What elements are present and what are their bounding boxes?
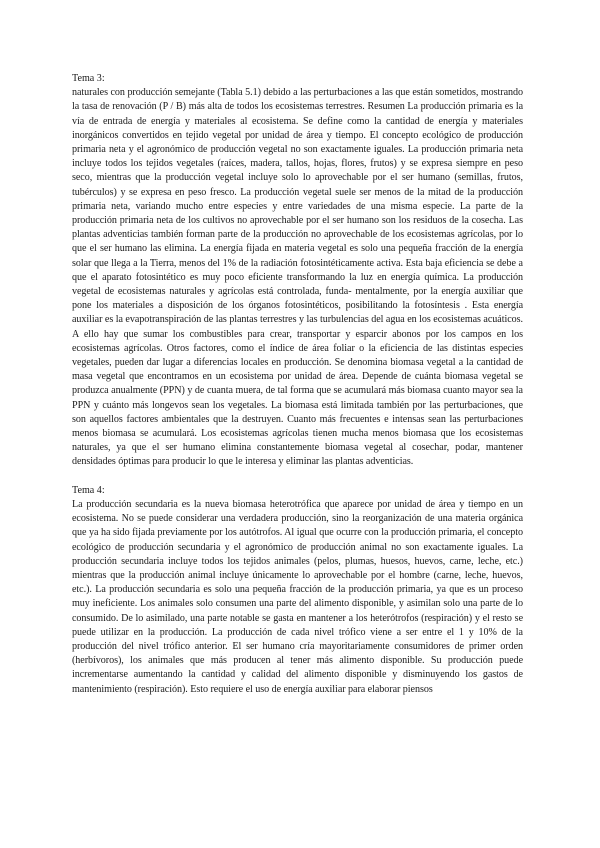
section-body: naturales con producción semejante (Tabla 5.1) debido a las perturbaciones a las que están sometidos, mostrando la tasa de renovación (P / B) más alta de todos los ecosistemas terrestres. Resumen La producción primaria es la vía de entrada de energía y materiales al ecosistema. Se define como la cantidad de energía y materiales inorgánicos convertidos en tejido vegetal por unidad de área y tiempo. El concepto ecológico de producción primaria neta y el agronómico de producción vegetal no son exactamente iguales. La producción primaria neta incluye todos los tejidos vegetales (raíces, madera, tallos, hojas, flores, frutos) y se expresa siempre en peso seco, mientras que la producción vegetal incluye solo lo aprovechable por el ser humano (semillas, frutos, tubérculos) y se expresa en peso fresco. La producción vegetal suele ser menos de la mitad de la producción primaria neta, variando mucho entre especies y entre variedades de una misma especie. La parte de la producción primaria neta de los cultivos no aprovechable por el ser humano son los residuos de la cosecha. Las plantas adventicias también forman parte de la producción no aprovechable de los ecosistemas agrícolas, por lo que el ser humano las elimina. La energía fijada en materia vegetal es solo una pequeña fracción de la energía solar que llega a la Tierra, menos del 1% de la radiación fotosintéticamente activa. Esta baja eficiencia se debe a que el aparato fotosintético es muy poco eficiente transformando la luz en energía química. La producción vegetal de ecosistemas naturales y agrícolas está controlada, funda- mentalmente, por la energía auxiliar que pone los materiales a disposición de los órganos fotosintéticos, posibilitando la fotosíntesis . Esta energía auxiliar es la evapotranspiración de las plantas terrestres y las turbulencias del agua en los ecosistemas acuáticos. A ello hay que sumar los combustibles para crear, transportar y esparcir abonos por los campos en los ecosistemas agrícolas. Otros factores, como el índice de área foliar o la eficiencia de las distintas especies vegetales, pueden dar lugar a diferencias locales en producción. Se denomina biomasa vegetal a la cantidad de masa vegetal que encontramos en un ecosistema por unidad de área. Depende de cuánta biomasa vegetal se produzca anualmente (PPN) y de cuanta muera, de tal forma que se acumulará más biomasa cuanto mayor sea la PPN y cuánto más longevos sean los vegetales. La biomasa está limitada también por las perturbaciones, que son aquellos factores ambientales que la destruyen. Cuanto más frecuentes e intensas sean las perturbaciones menos biomasa se acumulará. Los ecosistemas agrícolas tienen mucha menos biomasa que los ecosistemas naturales, ya que el ser humano elimina constantemente biomasa vegetal al cosechar, podar, mantener densidades óptimas para producir lo que le interesa y eliminar las plantas adventicias. [72,87,523,468]
section-title: Tema 4: [72,484,105,496]
section-body: La producción secundaria es la nueva biomasa heterotrófica que aparece por unidad de área y tiempo en un ecosistema. No se puede considerar una verdadera producción, sino la reorganización de una materia orgánica que ya ha sido fijada previamente por los autótrofos. Al igual que ocurre con la producción primaria, el concepto ecológico de producción secundaria y el agronómico de producción animal no son exactamente iguales. La producción secundaria incluye todos los tejidos animales (pelos, plumas, huesos, huevos, carne, leche, etc.) mientras que la producción animal incluye únicamente lo aprovechable por el hombre (carne, leche, huevos, etc.). La producción secundaria es solo una pequeña fracción de la producción primaria, ya que es un proceso muy ineficiente. Los animales solo consumen una parte del alimento disponible, y asimilan solo una parte de lo consumido. De lo asimilado, una parte notable se gasta en mantener a los heterótrofos (respiración) y el resto se puede utilizar en la producción. La producción de cada nivel trófico viene a ser entre el 1 y 10% de la producción del nivel trófico anterior. El ser humano cría mayoritariamente consumidores de primer orden (herbívoros), los animales que más producen al tener más alimento disponible. Su producción puede incrementarse aumentando la cantidad y calidad del alimento disponible y disminuyendo los gastos de mantenimiento (respiración). Esto requiere el uso de energía auxiliar para elaborar piensos [72,498,523,695]
section-tema-3 [72,72,523,470]
section-spacer [72,470,523,484]
section-tema-4 [72,484,523,697]
section-title: Tema 3: [72,73,105,84]
